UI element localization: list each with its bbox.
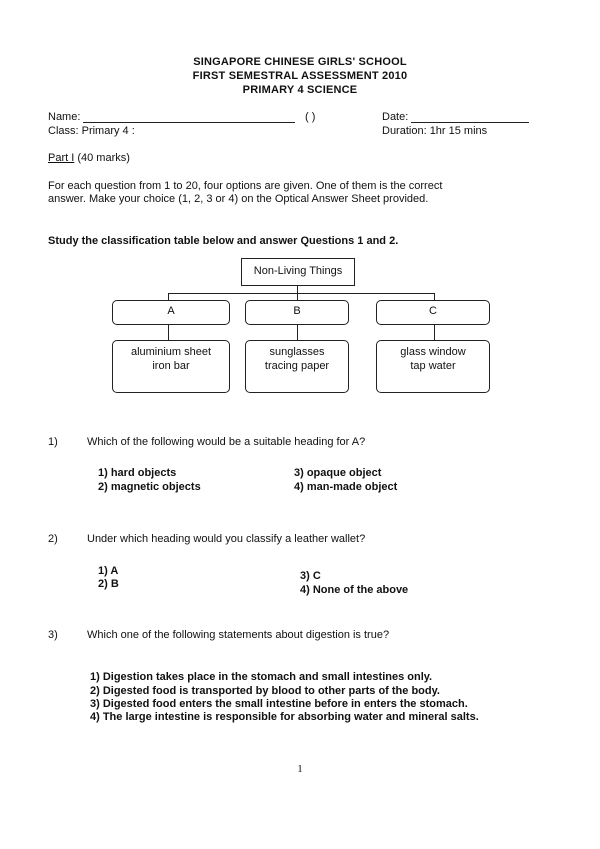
connector-a-items — [168, 325, 169, 340]
question-2-option-3: 3) C — [300, 570, 321, 582]
question-3-option-3: 3) Digested food enters the small intestine before in enters the stomach. — [90, 698, 468, 710]
question-1-number: 1) — [48, 436, 58, 448]
root-label: Non-Living Things — [253, 265, 343, 277]
part-marks: (40 marks) — [74, 152, 130, 164]
items-box-a — [112, 340, 230, 393]
item-iron-bar: iron bar — [152, 360, 190, 372]
part-title: Part I — [48, 152, 75, 164]
question-1-option-3: 3) opaque object — [294, 467, 382, 479]
question-2-option-4: 4) None of the above — [300, 584, 409, 596]
items-box-b — [245, 340, 349, 393]
connector-c-items — [434, 325, 435, 340]
school-name: SINGAPORE CHINESE GIRLS' SCHOOL — [193, 56, 407, 68]
heading-box-b — [245, 300, 349, 325]
name-label: Name: — [48, 111, 81, 123]
question-2-option-2: 2) B — [98, 578, 119, 590]
assessment-title: FIRST SEMESTRAL ASSESSMENT 2010 — [192, 70, 408, 82]
item-tracing-paper: tracing paper — [264, 360, 330, 372]
duration: Duration: 1hr 15 mins — [382, 125, 488, 137]
connector-a — [168, 293, 169, 300]
item-aluminium-sheet: aluminium sheet — [130, 346, 212, 358]
item-glass-window: glass window — [400, 346, 466, 358]
class-label: Class: Primary 4 : — [48, 125, 135, 137]
heading-box-c — [376, 300, 490, 325]
page-number: 1 — [297, 763, 303, 775]
subject-title: PRIMARY 4 SCIENCE — [242, 84, 358, 96]
index-number-parentheses: ( ) — [305, 111, 316, 123]
connector-b-items — [297, 325, 298, 340]
question-2-text: Under which heading would you classify a leather wallet? — [87, 533, 366, 545]
question-3-number: 3) — [48, 629, 58, 641]
question-3-option-4: 4) The large intestine is responsible for absorbing water and mineral salts. — [90, 711, 479, 723]
connector-b — [297, 293, 298, 300]
connector-c — [434, 293, 435, 300]
instructions-line-1: For each question from 1 to 20, four options are given. One of them is the correct — [48, 180, 443, 192]
study-prompt: Study the classification table below and answer Questions 1 and 2. — [48, 235, 399, 247]
question-1-option-2: 2) magnetic objects — [98, 481, 201, 493]
question-3-option-2: 2) Digested food is transported by blood to other parts of the body. — [90, 685, 440, 697]
connector-horizontal — [168, 293, 434, 294]
items-box-c — [376, 340, 490, 393]
heading-b: B — [293, 305, 301, 317]
heading-c: C — [429, 305, 437, 317]
instructions-line-2: answer. Make your choice (1, 2, 3 or 4) on the Optical Answer Sheet provided. — [48, 193, 429, 205]
question-1-text: Which of the following would be a suitable heading for A? — [87, 436, 366, 448]
question-1-option-4: 4) man-made object — [294, 481, 398, 493]
heading-a: A — [167, 305, 175, 317]
question-2-number: 2) — [48, 533, 58, 545]
question-3-text: Which one of the following statements about digestion is true? — [87, 629, 390, 641]
heading-box-a — [112, 300, 230, 325]
root-box — [241, 258, 355, 286]
date-label: Date: — [382, 111, 409, 123]
question-1-option-1: 1) hard objects — [98, 467, 177, 479]
item-sunglasses: sunglasses — [269, 346, 325, 358]
item-tap-water: tap water — [410, 360, 456, 372]
question-3-option-1: 1) Digestion takes place in the stomach and small intestines only. — [90, 671, 433, 683]
question-2-option-1: 1) A — [98, 565, 119, 577]
